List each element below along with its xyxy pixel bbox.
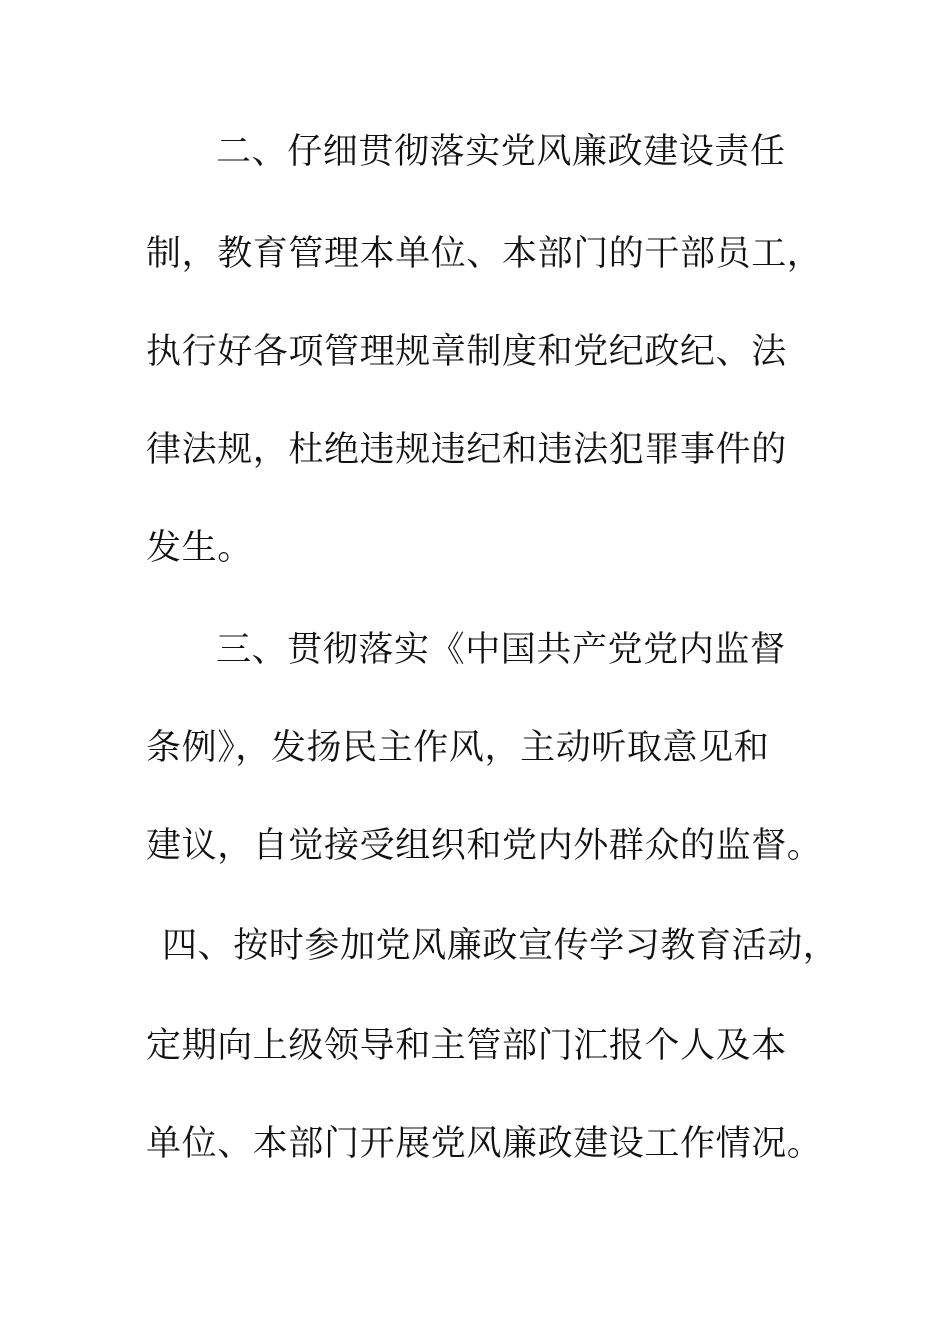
paragraph-2-line-2: 制，教育管理本单位、本部门的干部员工， xyxy=(146,234,823,274)
paragraph-4-line-1: 四、按时参加党风廉政宣传学习教育活动， xyxy=(162,926,839,966)
paragraph-2-line-5: 发生。 xyxy=(146,528,253,568)
paragraph-3-line-2: 条例》，发扬民主作风，主动听取意见和 xyxy=(146,728,770,768)
paragraph-3-line-3: 建议，自觉接受组织和党内外群众的监督。 xyxy=(146,826,823,866)
paragraph-4-line-3: 单位、本部门开展党风廉政建设工作情况。 xyxy=(146,1124,823,1164)
paragraph-3-line-1: 三、贯彻落实《中国共产党党内监督 xyxy=(216,630,786,670)
paragraph-2-line-3: 执行好各项管理规章制度和党纪政纪、法 xyxy=(146,332,787,372)
paragraph-2-line-1: 二、仔细贯彻落实党风廉政建设责任 xyxy=(216,132,786,172)
paragraph-2-line-4: 律法规，杜绝违规违纪和违法犯罪事件的 xyxy=(146,430,787,470)
paragraph-4-line-2: 定期向上级领导和主管部门汇报个人及本 xyxy=(146,1026,787,1066)
